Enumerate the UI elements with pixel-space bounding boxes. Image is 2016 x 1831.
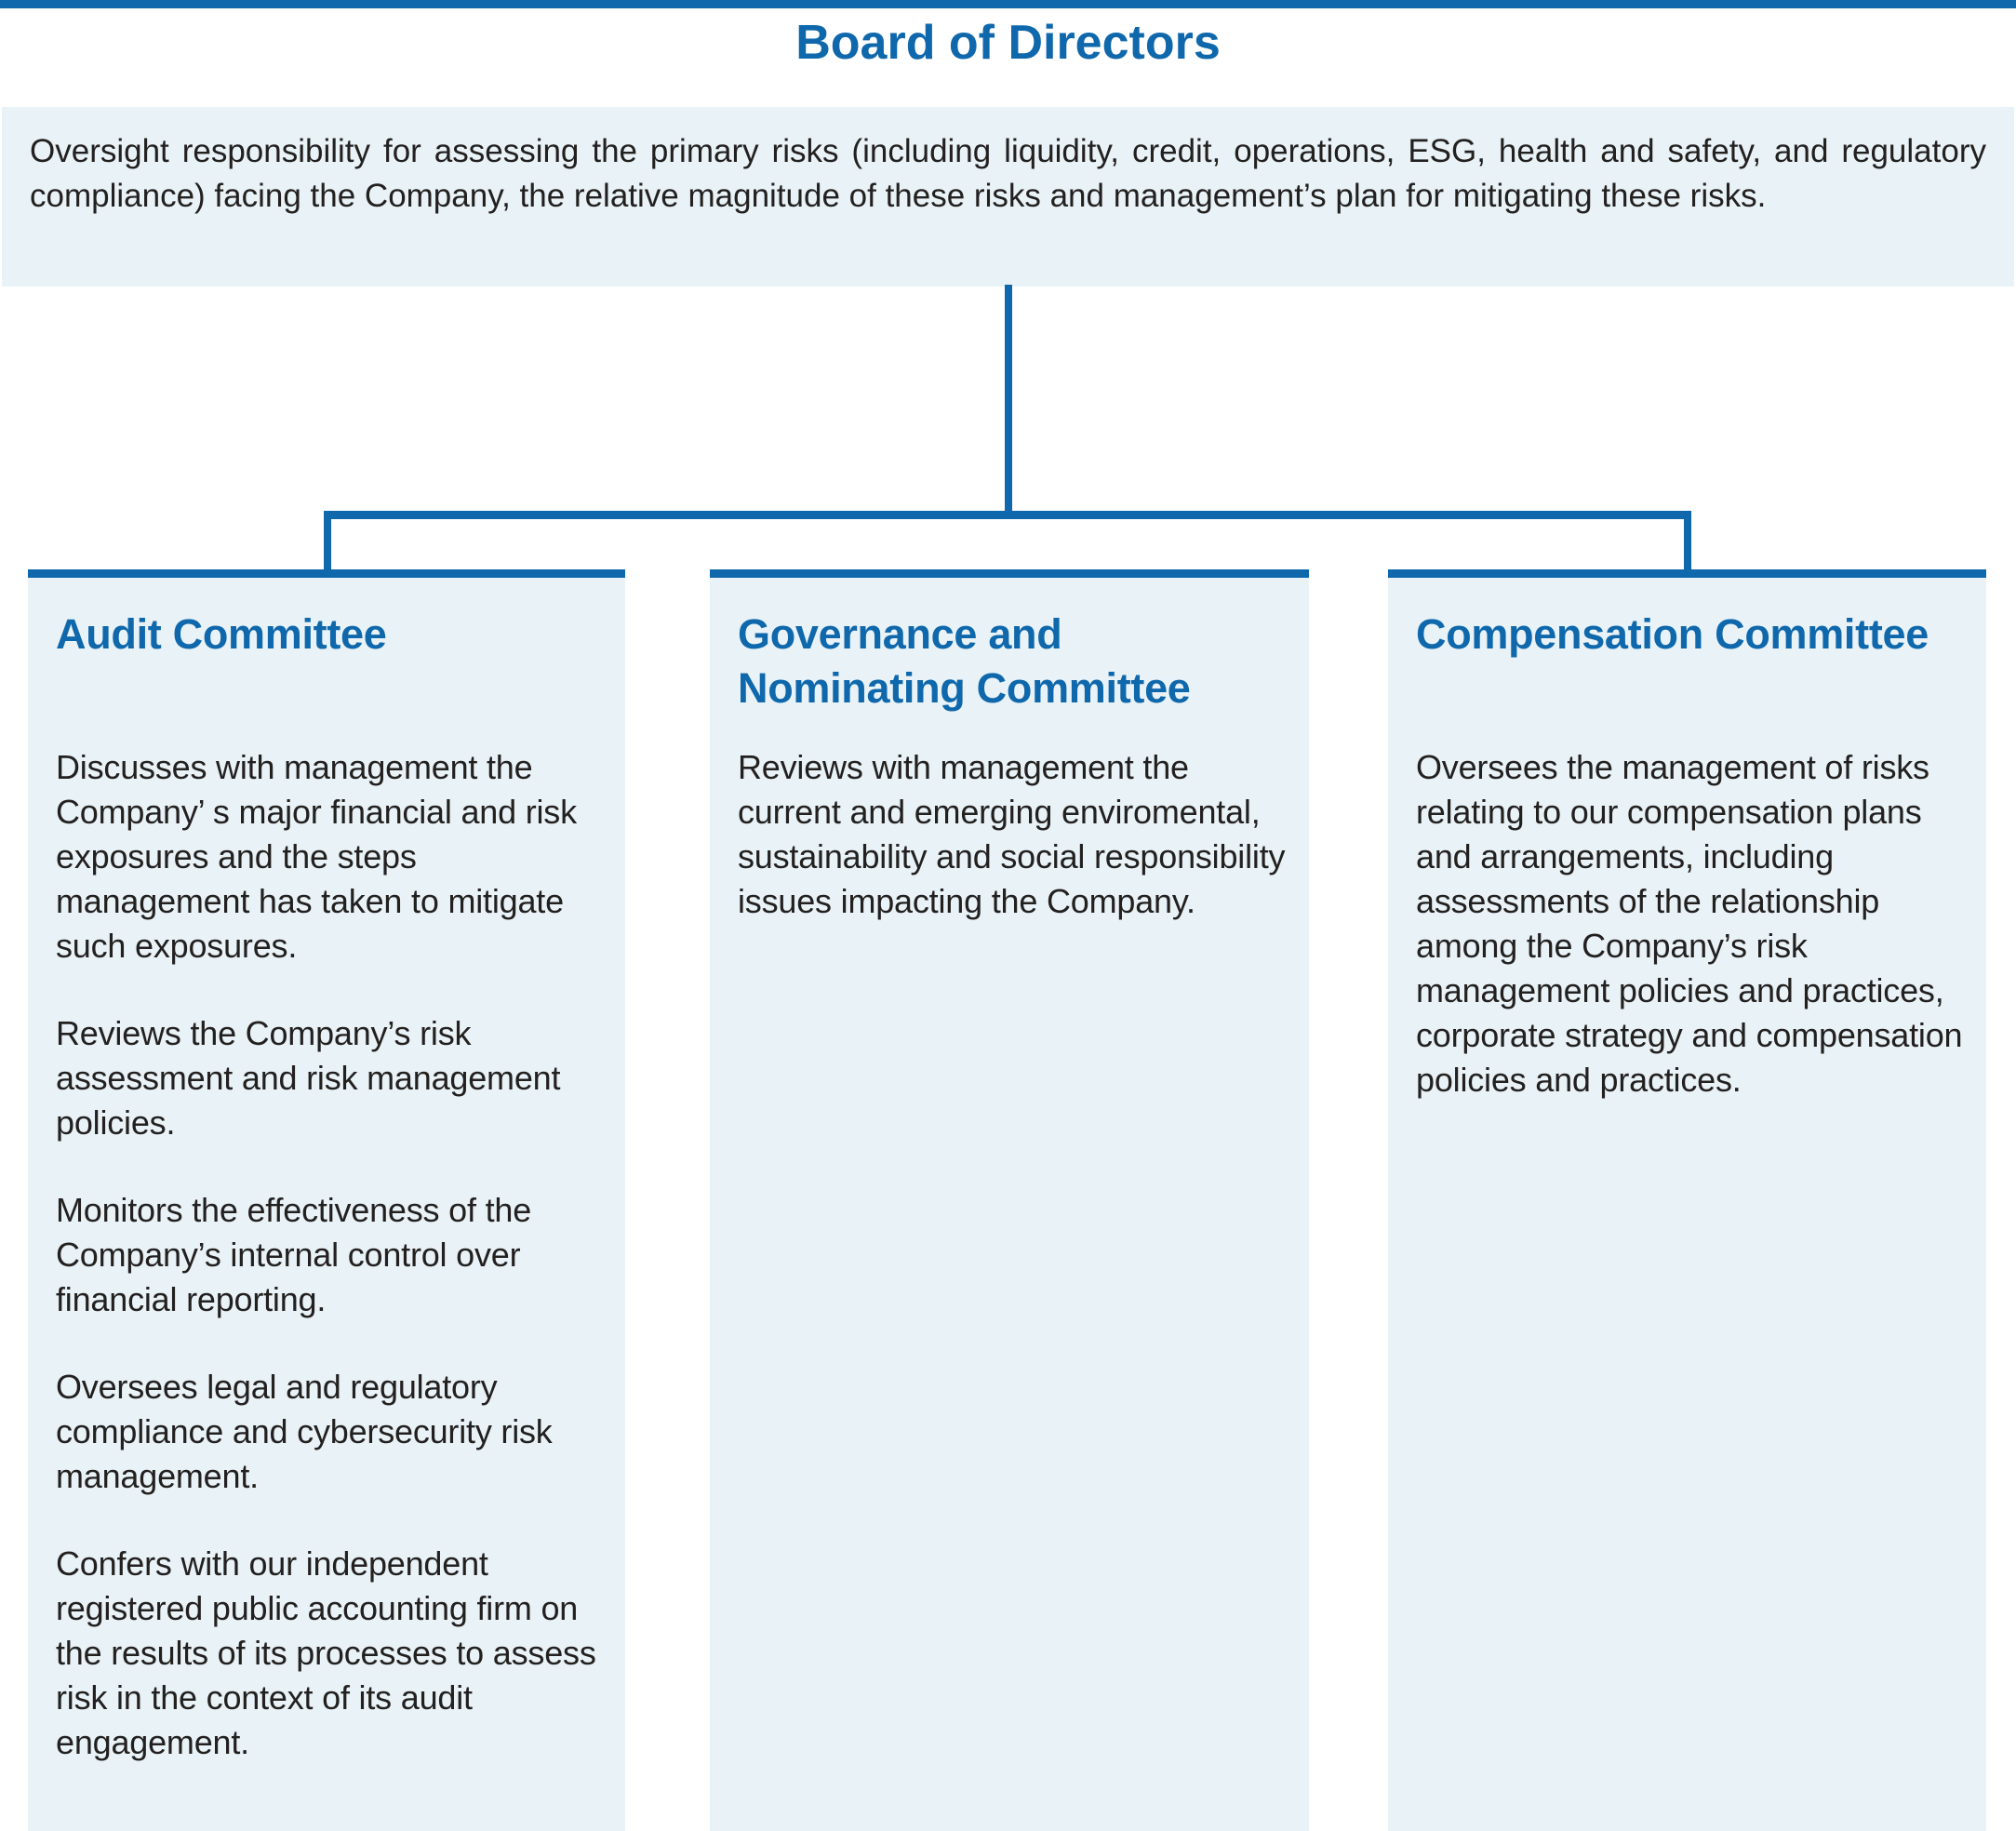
connector-vertical-main xyxy=(1005,285,1012,519)
compensation-committee-title: Compensation Committee xyxy=(1416,610,1929,658)
connector-horizontal-branch xyxy=(324,511,1691,519)
connector-vertical-right xyxy=(1684,511,1691,578)
board-oversight-description: Oversight responsibility for assessing the primary risks (including liquidity, credit, operations, ESG, health and safety, and regulatory compliance) facing the Company, the relative magnitude of these risks and management’s plan for mitigating these risks. xyxy=(2,107,2014,287)
audit-committee-paragraph: Confers with our independent registered public accounting firm on the results of its processes to assess risk in the context of its audit engagement. xyxy=(56,1544,596,1761)
governance-nominating-committee-title: Governance and Nominating Committee xyxy=(738,610,1191,712)
compensation-committee-paragraph: Oversees the management of risks relating to our compensation plans and arrangements, including assessments of the relationship among the Company’s risk management policies and practices, corporate strategy and compensation policies and practices. xyxy=(1416,748,1963,1099)
connector-vertical-left xyxy=(324,511,331,578)
governance-nominating-committee-paragraph: Reviews with management the current and emerging enviromental, sustainability and social responsibility issues impacting the Company. xyxy=(738,748,1286,920)
audit-committee-title: Audit Committee xyxy=(56,610,387,658)
board-of-directors-title: Board of Directors xyxy=(795,16,1221,70)
compensation-committee-box xyxy=(1388,569,1986,1831)
audit-committee-paragraph: Reviews the Company’s risk assessment and risk management policies. xyxy=(56,1014,561,1142)
audit-committee-box xyxy=(28,569,625,1831)
top-accent-bar xyxy=(0,0,2016,8)
audit-committee-paragraph: Monitors the effectiveness of the Company’s internal control over financial reporting. xyxy=(56,1191,532,1318)
audit-committee-paragraph: Oversees legal and regulatory compliance and cybersecurity risk management. xyxy=(56,1368,553,1495)
audit-committee-paragraph: Discusses with management the Company’ s major financial and risk exposures and the steps management has taken to mitigate such exposures. xyxy=(56,748,577,965)
governance-nominating-committee-box xyxy=(710,569,1309,1831)
